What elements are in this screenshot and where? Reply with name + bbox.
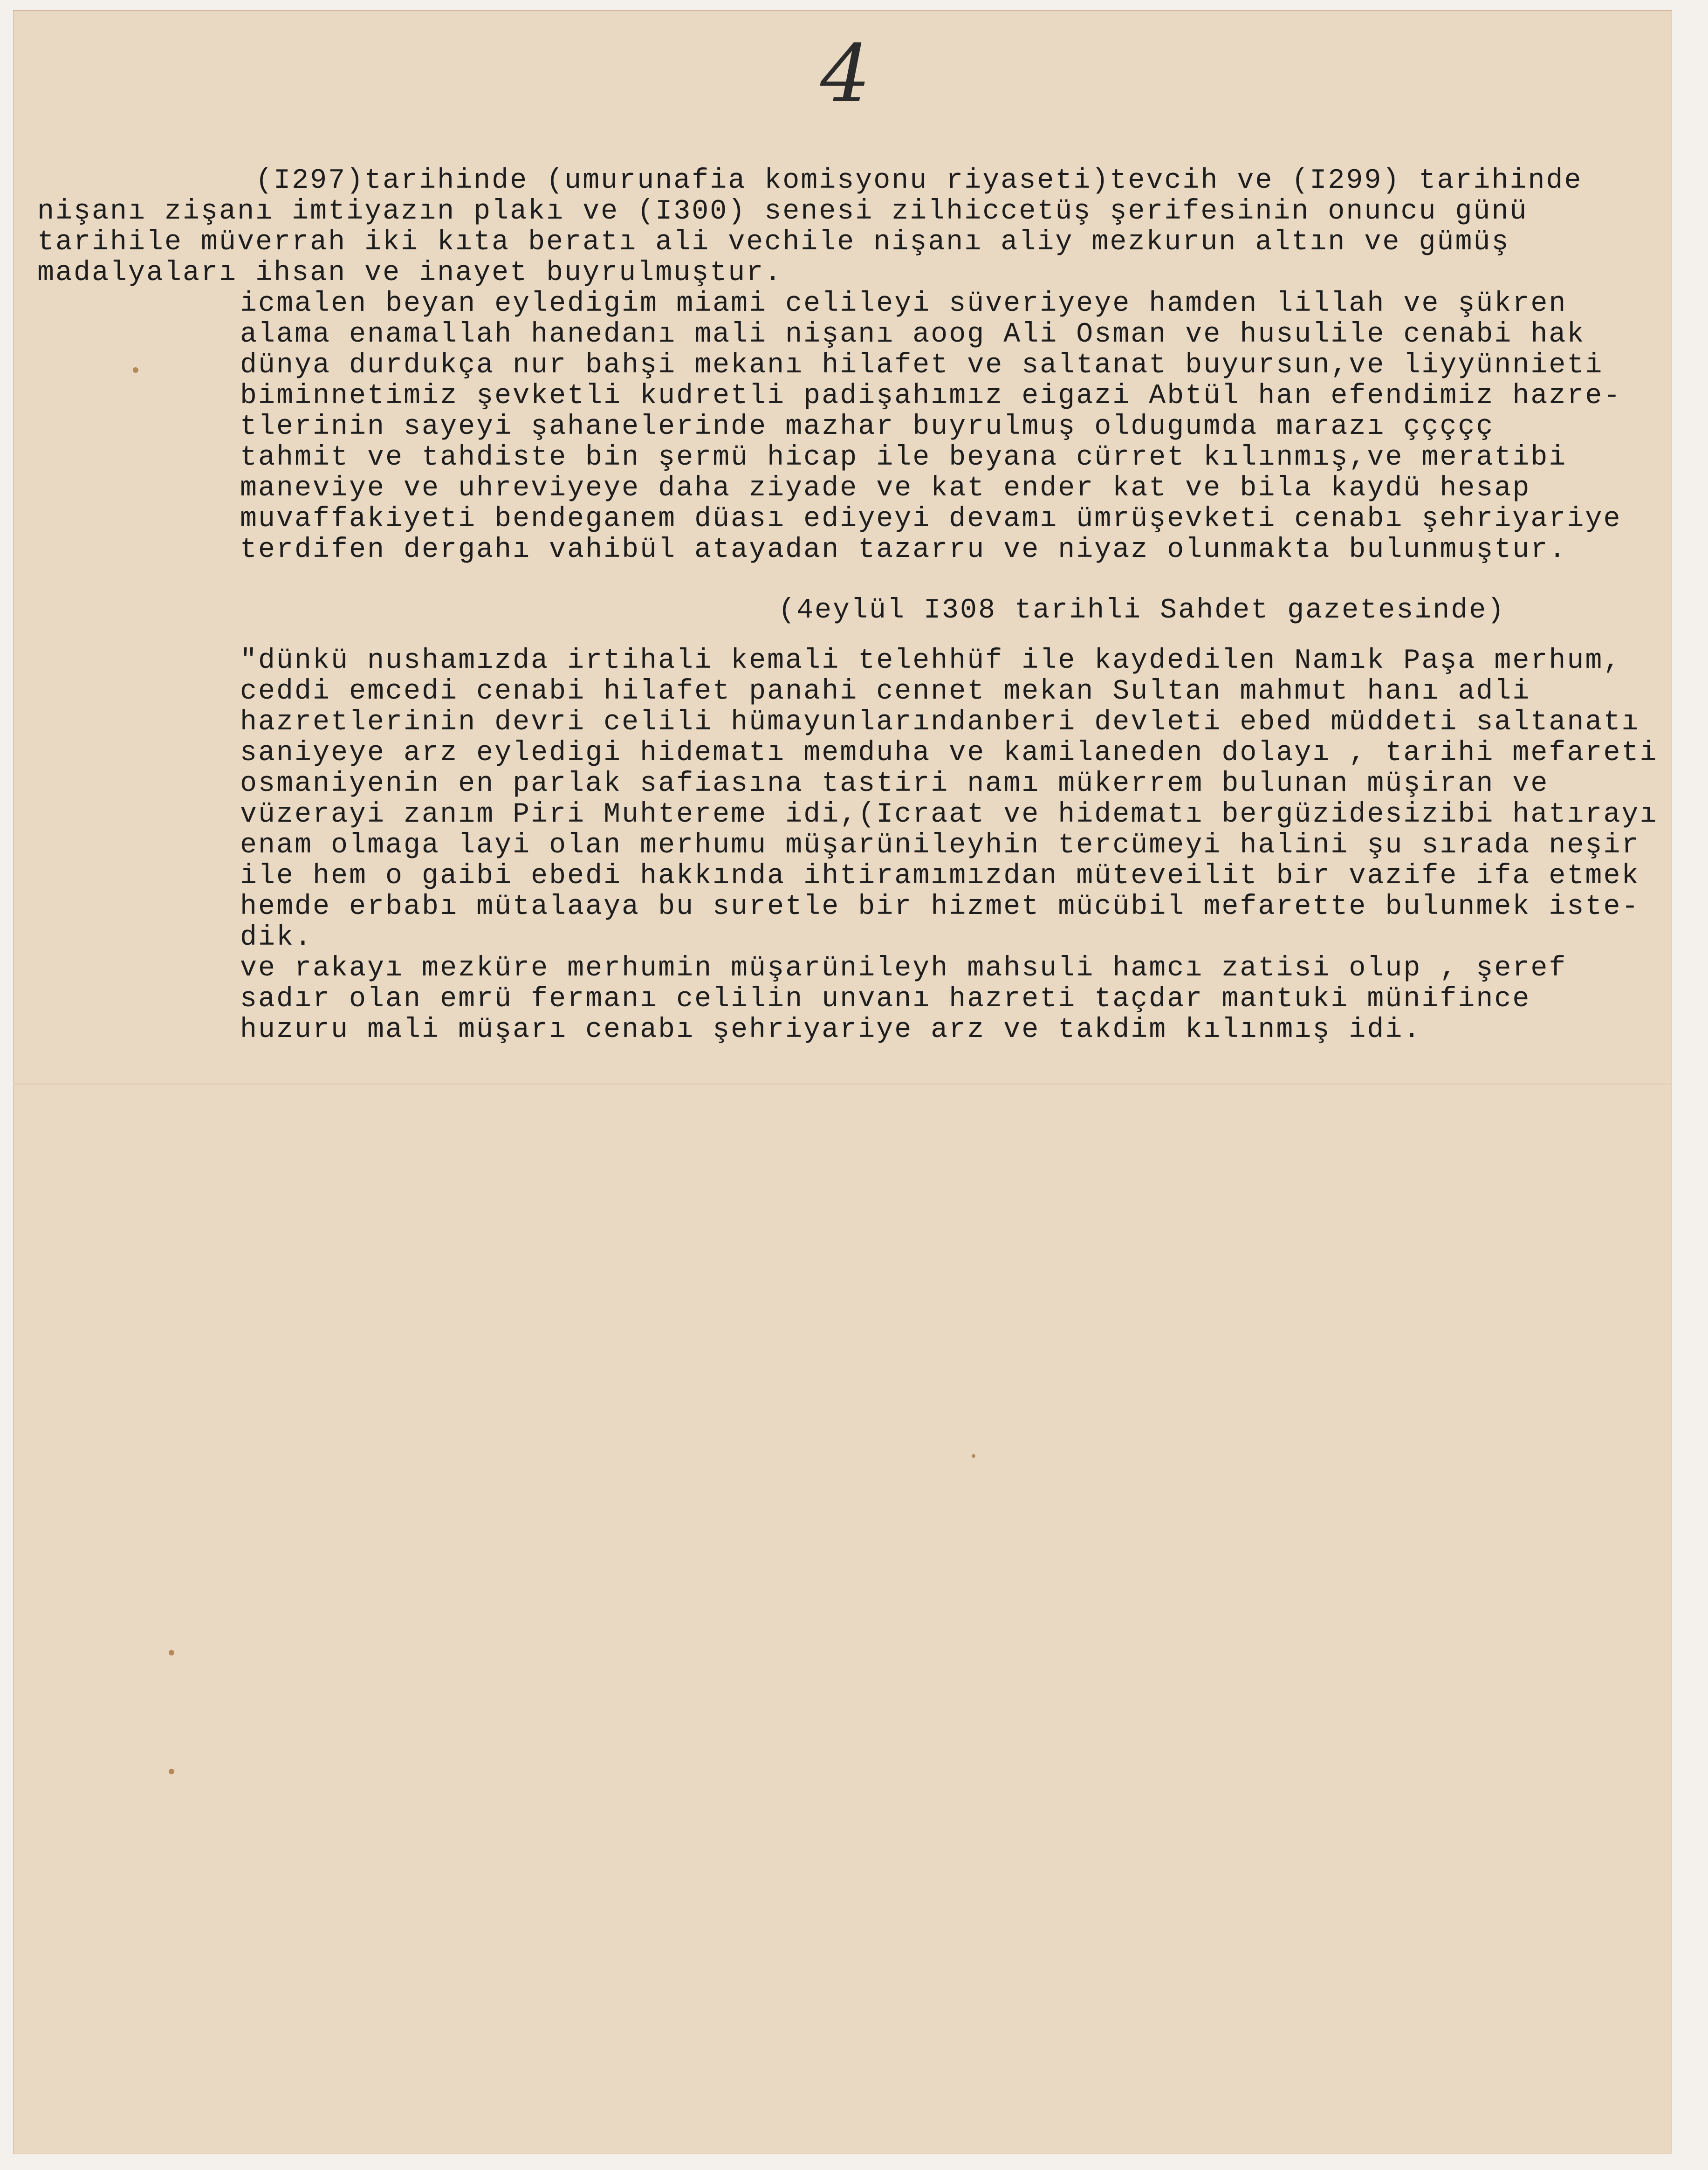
text-line: madalyaları ihsan ve inayet buyrulmuştur. (37, 257, 783, 289)
text-line: (I297)tarihinde (umurunafia komisyonu riyaseti)tevcih ve (I299) tarihinde (37, 165, 1583, 197)
text-line: vüzerayi zanım Piri Muhtereme idi,(Icraat ve hidematı bergüzidesizibi hatırayı (240, 799, 1658, 831)
text-line: ceddi emcedi cenabi hilafet panahi cennet mekan Sultan mahmut hanı adli (240, 676, 1531, 707)
text-line: sadır olan emrü fermanı celilin unvanı hazreti taçdar mantuki münifince (240, 983, 1531, 1015)
text-line: saniyeye arz eyledigi hidematı memduha ve kamilaneden dolayı , tarihi mefareti (240, 737, 1658, 769)
page-number: 4 (820, 28, 871, 120)
text-line: dünya durdukça nur bahşi mekanı hilafet ve saltanat buyursun,ve liyyünnieti (240, 350, 1604, 381)
text-line: "dünkü nushamızda irtihali kemali telehhüf ile kaydedilen Namık Paşa merhum, (240, 645, 1622, 677)
text-line: tahmit ve tahdiste bin şermü hicap ile beyana cürret kılınmış,ve meratibi (240, 442, 1567, 474)
paper-speck (972, 1454, 975, 1458)
text-line: icmalen beyan eyledigim miami celileyi süveriyeye hamden lillah ve şükren (240, 288, 1567, 320)
text-line: alama enamallah hanedanı mali nişanı aoog Ali Osman ve husulile cenabi hak (240, 319, 1585, 350)
text-line: maneviye ve uhreviyeye daha ziyade ve kat ender kat ve bila kaydü hesap (240, 473, 1531, 504)
paper-fold-line (13, 1084, 1672, 1085)
text-line: enam olmaga layi olan merhumu müşarünileyhin tercümeyi halini şu sırada neşir (240, 830, 1640, 861)
text-line: tarihile müverrah iki kıta beratı ali vechile nişanı aliy mezkurun altın ve gümüş (37, 227, 1510, 258)
text-line: terdifen dergahı vahibül atayadan tazarru ve niyaz olunmakta bulunmuştur. (240, 534, 1567, 566)
text-line: hemde erbabı mütalaaya bu suretle bir hizmet mücübil mefarette bulunmek iste- (240, 891, 1640, 923)
text-line: biminnetimiz şevketli kudretli padişahımız eigazi Abtül han efendimiz hazre- (240, 380, 1622, 412)
text-line: ve rakayı mezküre merhumin müşarünileyh mahsuli hamcı zatisi olup , şeref (240, 953, 1567, 984)
text-line: huzuru mali müşarı cenabı şehriyariye arz ve takdim kılınmış idi. (240, 1014, 1422, 1046)
text-line: dik. (240, 922, 313, 954)
paper-speck (169, 1769, 174, 1774)
text-line: hazretlerinin devri celili hümayunlarındanberi devleti ebed müddeti saltanatı (240, 707, 1640, 738)
paper-speck (169, 1650, 174, 1655)
paper-speck (133, 367, 138, 373)
source-citation: (4eylül I308 tarihli Sahdet gazetesinde) (778, 595, 1506, 626)
text-line: tlerinin sayeyi şahanelerinde mazhar buyrulmuş oldugumda marazı ççççç (240, 411, 1495, 443)
text-line: ile hem o gaibi ebedi hakkında ihtiramımızdan müteveilit bir vazife ifa etmek (240, 860, 1640, 892)
text-line: osmaniyenin en parlak safiasına tastiri namı mükerrem bulunan müşiran ve (240, 768, 1549, 800)
text-line: muvaffakiyeti bendeganem düası ediyeyi devamı ümrüşevketi cenabı şehriyariye (240, 503, 1622, 535)
text-line: nişanı zişanı imtiyazın plakı ve (I300) senesi zilhiccetüş şerifesinin onuncu günü (37, 196, 1528, 227)
